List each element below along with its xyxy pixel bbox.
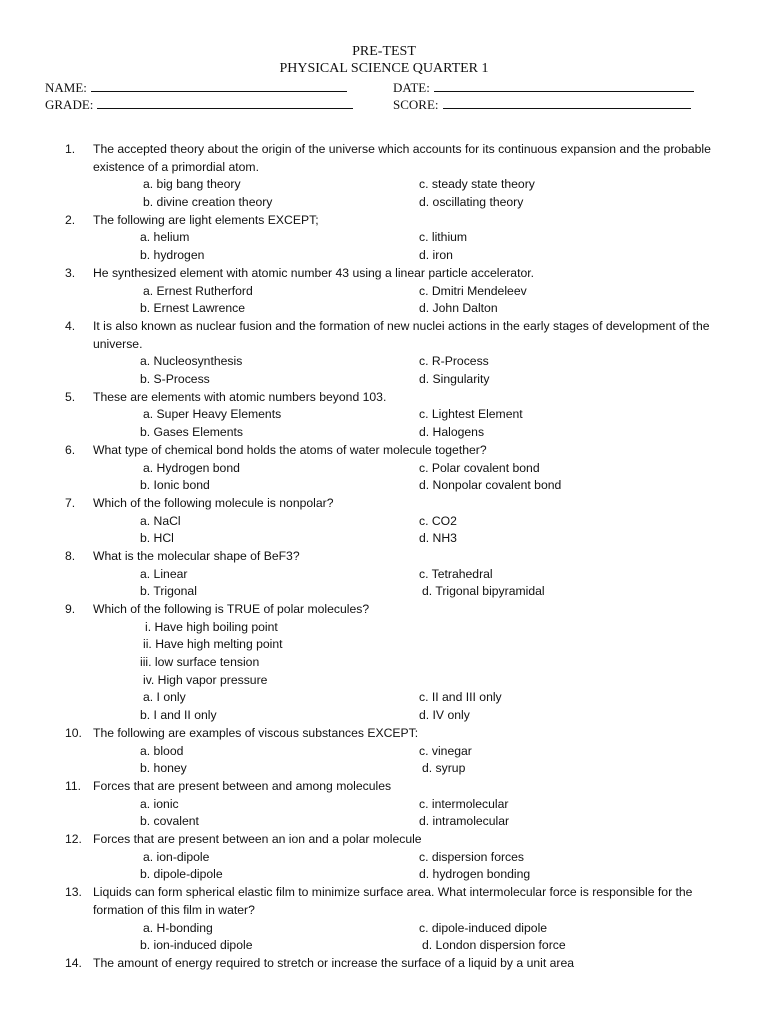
option-c: c. steady state theory (419, 177, 535, 192)
question-item (0, 778, 768, 831)
option-d: d. London dispersion force (422, 938, 566, 953)
date-field (393, 80, 694, 95)
option-row (0, 424, 768, 442)
option-c: c. II and III only (419, 690, 502, 705)
name-label: NAME: (45, 80, 87, 95)
option-d: d. intramolecular (419, 814, 510, 829)
date-label: DATE: (393, 80, 430, 95)
question-item (0, 141, 768, 212)
question-number: 2. (65, 212, 76, 227)
option-a: a. helium (140, 230, 190, 245)
question-text: Forces that are present between and among molecules (93, 778, 392, 793)
option-b: b. ion-induced dipole (140, 938, 253, 953)
question-text: The amount of energy required to stretch or increase the surface of a liquid by a unit area (93, 955, 575, 970)
question-item (0, 212, 768, 265)
grade-field (45, 97, 353, 112)
question-item (0, 495, 768, 548)
question-number: 5. (65, 389, 76, 404)
question-text: It is also known as nuclear fusion and the formation of new nuclei actions in the early stages of development of the universe. (93, 318, 710, 351)
name-blank (91, 80, 347, 92)
option-a: a. Hydrogen bond (143, 460, 240, 475)
option-a: a. NaCl (140, 513, 181, 528)
option-row (0, 743, 768, 761)
statement-iv: iv. High vapor pressure (143, 672, 268, 687)
question-number: 6. (65, 442, 76, 457)
option-row (0, 530, 768, 548)
option-d: d. John Dalton (419, 301, 498, 316)
question-item (0, 442, 768, 495)
option-c: c. R-Process (419, 354, 489, 369)
question-text: Which of the following is TRUE of polar molecules? (93, 602, 370, 617)
option-row (0, 566, 768, 584)
option-row (0, 796, 768, 814)
grade-blank (97, 97, 353, 109)
question-number: 12. (65, 832, 82, 847)
option-c: c. Lightest Element (419, 407, 523, 422)
option-a: a. H-bonding (143, 920, 213, 935)
statement-row (0, 636, 768, 654)
score-label: SCORE: (393, 97, 439, 112)
option-b: b. honey (140, 761, 187, 776)
option-row (0, 866, 768, 884)
question-text: What type of chemical bond holds the atoms of water molecule together? (93, 442, 487, 457)
option-a: a. Super Heavy Elements (143, 407, 282, 422)
question-item (0, 884, 768, 955)
option-b: b. S-Process (140, 372, 210, 387)
question-text: Liquids can form spherical elastic film to minimize surface area. What intermolecular force is responsible for the formation of this film in water? (93, 885, 693, 917)
option-row (0, 813, 768, 831)
option-b: b. HCl (140, 531, 174, 546)
question-number: 4. (65, 318, 76, 333)
option-d: d. iron (419, 248, 453, 263)
option-a: a. blood (140, 743, 184, 758)
option-b: b. Trigonal (140, 584, 197, 599)
question-text: What is the molecular shape of BeF3? (93, 548, 300, 563)
option-row (0, 283, 768, 301)
option-b: b. divine creation theory (143, 195, 273, 210)
question-number: 13. (65, 885, 82, 900)
statement-row (0, 672, 768, 690)
option-d: d. Halogens (419, 425, 485, 440)
option-c: c. Dmitri Mendeleev (419, 283, 527, 298)
option-b: b. I and II only (140, 708, 217, 723)
statement-row (0, 654, 768, 672)
question-item (0, 601, 768, 725)
option-a: a. big bang theory (143, 177, 241, 192)
option-a: a. Linear (140, 566, 188, 581)
question-text: The following are light elements EXCEPT; (93, 212, 319, 227)
option-c: c. CO2 (419, 513, 457, 528)
document-title: PRE-TEST (352, 44, 416, 59)
option-c: c. vinegar (419, 743, 472, 758)
option-a: a. ion-dipole (143, 849, 210, 864)
question-item (0, 548, 768, 601)
question-text: The following are examples of viscous substances EXCEPT: (93, 725, 419, 740)
option-c: c. dispersion forces (419, 849, 524, 864)
question-item (0, 831, 768, 884)
option-row (0, 300, 768, 318)
option-b: b. covalent (140, 814, 199, 829)
question-text: The accepted theory about the origin of the universe which accounts for its continuous expansion and the probable existence of a primordial atom. (93, 142, 711, 174)
question-list (0, 141, 768, 973)
option-row (0, 513, 768, 531)
option-row (0, 477, 768, 495)
option-b: b. Ionic bond (140, 478, 210, 493)
question-number: 1. (65, 142, 76, 156)
option-c: c. Tetrahedral (419, 566, 493, 581)
question-number: 7. (65, 495, 76, 510)
question-number: 11. (65, 778, 82, 793)
option-d: d. IV only (419, 708, 470, 723)
option-a: a. Ernest Rutherford (143, 283, 253, 298)
option-b: b. Gases Elements (140, 425, 243, 440)
option-d: d. oscillating theory (419, 195, 524, 210)
option-d: d. Trigonal bipyramidal (422, 584, 545, 599)
option-b: b. hydrogen (140, 248, 205, 263)
question-item (0, 725, 768, 778)
question-item (0, 955, 768, 973)
question-text: Forces that are present between an ion and a polar molecule (93, 832, 422, 847)
option-row (0, 371, 768, 389)
question-item (0, 389, 768, 442)
option-c: c. Polar covalent bond (419, 460, 540, 475)
question-text: These are elements with atomic numbers beyond 103. (93, 389, 387, 404)
statement-i: i. Have high boiling point (145, 619, 278, 634)
option-d: d. Nonpolar covalent bond (419, 478, 562, 493)
statement-row (0, 619, 768, 637)
option-row (0, 583, 768, 601)
option-d: d. NH3 (419, 531, 457, 546)
score-field (393, 97, 691, 112)
option-d: d. syrup (422, 761, 466, 776)
option-a: a. I only (143, 690, 186, 705)
score-blank (443, 97, 691, 109)
option-row (0, 229, 768, 247)
statement-iii: iii. low surface tension (140, 655, 260, 670)
option-row (0, 194, 768, 212)
question-text: Which of the following molecule is nonpolar? (93, 495, 334, 510)
option-row (0, 760, 768, 778)
question-item (0, 265, 768, 318)
document-subtitle: PHYSICAL SCIENCE QUARTER 1 (279, 61, 489, 76)
option-a: a. Nucleosynthesis (140, 354, 243, 369)
option-row (0, 937, 768, 955)
question-number: 10. (65, 725, 82, 740)
option-c: c. dipole-induced dipole (419, 920, 548, 935)
option-b: b. dipole-dipole (140, 867, 223, 882)
option-d: d. hydrogen bonding (419, 867, 531, 882)
question-number: 9. (65, 602, 76, 617)
option-row (0, 920, 768, 938)
option-row (0, 176, 768, 194)
option-row (0, 406, 768, 424)
question-number: 3. (65, 265, 76, 280)
option-row (0, 460, 768, 478)
question-number: 14. (65, 955, 82, 970)
option-row (0, 247, 768, 265)
option-row (0, 353, 768, 371)
option-c: c. lithium (419, 230, 468, 245)
option-row (0, 689, 768, 707)
option-row (0, 849, 768, 867)
question-text: He synthesized element with atomic number 43 using a linear particle accelerator. (93, 265, 535, 280)
statement-ii: ii. Have high melting point (143, 637, 283, 652)
option-row (0, 707, 768, 725)
name-field (45, 80, 347, 95)
option-d: d. Singularity (419, 372, 490, 387)
date-blank (434, 80, 694, 92)
option-a: a. ionic (140, 796, 179, 811)
question-item (0, 318, 768, 389)
question-number: 8. (65, 548, 76, 563)
option-b: b. Ernest Lawrence (140, 301, 246, 316)
option-c: c. intermolecular (419, 796, 509, 811)
grade-label: GRADE: (45, 97, 94, 112)
